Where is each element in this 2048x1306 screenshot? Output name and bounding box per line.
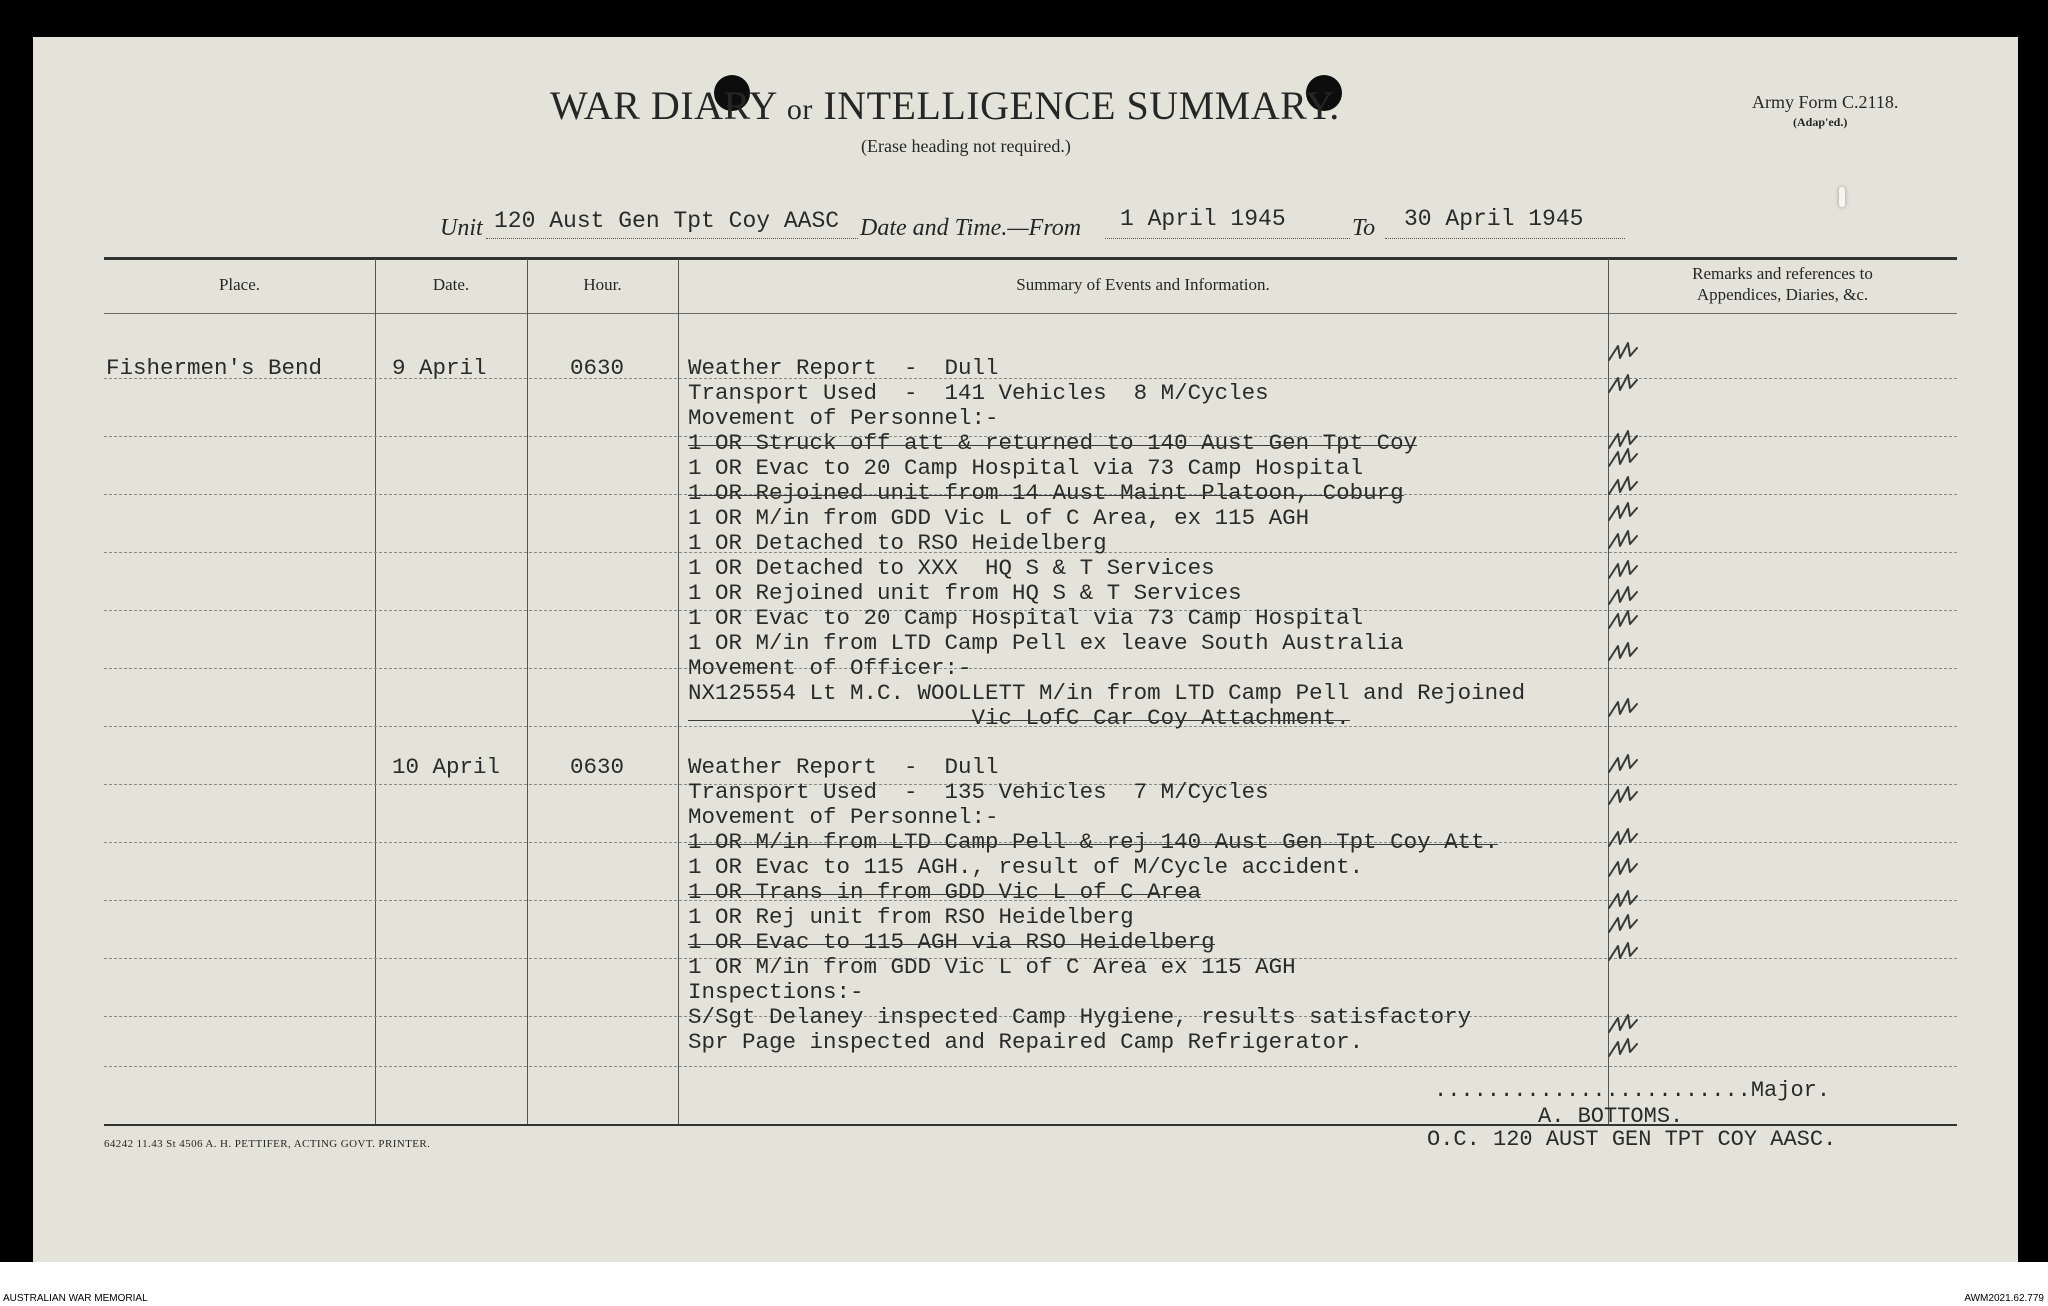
- page-title: [550, 82, 1450, 129]
- check-mark-icon: [1606, 474, 1640, 498]
- summary-line: 1 OR Evac to 115 AGH via RSO Heidelberg: [688, 929, 1215, 955]
- archive-footer: [0, 1262, 2048, 1306]
- check-mark-icon: [1606, 856, 1640, 880]
- check-mark-icon: [1606, 608, 1640, 632]
- column-header-place: Place.: [218, 275, 261, 294]
- title-part2: INTELLIGENCE SUMMARY.: [823, 83, 1340, 128]
- entry-1-hour: 0630: [570, 355, 625, 381]
- summary-line: 1 OR Evac to 115 AGH., result of M/Cycle accident.: [688, 854, 1364, 880]
- check-mark-icon: [1606, 912, 1640, 936]
- check-mark-icon: [1606, 1036, 1640, 1060]
- title-part1: WAR DIARY: [550, 83, 777, 128]
- check-mark-icon: [1606, 500, 1640, 524]
- remarks-header-line1: Remarks and references to: [1692, 264, 1873, 283]
- summary-line: Vic LofC Car Coy Attachment.: [688, 705, 1350, 731]
- summary-line: Movement of Personnel:-: [688, 405, 999, 431]
- summary-line: 1 OR Struck off att & returned to 140 Aust Gen Tpt Coy: [688, 430, 1418, 456]
- date-from-label: Date and Time.—From: [860, 215, 1082, 241]
- summary-line: 1 OR M/in from LTD Camp Pell & rej 140 Aust Gen Tpt Coy Att.: [688, 829, 1499, 855]
- summary-line: 1 OR Detached to XXX HQ S & T Services: [688, 555, 1215, 581]
- check-mark-icon: [1606, 528, 1640, 552]
- summary-line: 1 OR Rejoined unit from 14 Aust Maint Platoon, Coburg: [688, 480, 1404, 506]
- check-mark-icon: [1606, 584, 1640, 608]
- archive-footer-left: AUSTRALIAN WAR MEMORIAL: [3, 1293, 148, 1304]
- check-mark-icon: [1606, 940, 1640, 964]
- check-mark-icon: [1606, 696, 1640, 720]
- column-divider: [375, 259, 376, 1124]
- entry-2-date: 10 April: [392, 754, 501, 780]
- ruled-line: [104, 1066, 1957, 1067]
- summary-line: Transport Used - 135 Vehicles 7 M/Cycles: [688, 779, 1269, 805]
- check-mark-icon: [1606, 784, 1640, 808]
- summary-line: S/Sgt Delaney inspected Camp Hygiene, results satisfactory: [688, 1004, 1472, 1030]
- check-mark-icon: [1606, 640, 1640, 664]
- check-mark-icon: [1606, 888, 1640, 912]
- check-mark-icon: [1606, 340, 1640, 364]
- summary-line: Inspections:-: [688, 979, 864, 1005]
- summary-line: 1 OR Rej unit from RSO Heidelberg: [688, 904, 1134, 930]
- check-mark-icon: [1606, 752, 1640, 776]
- date-to-label: To: [1352, 215, 1376, 241]
- column-divider: [527, 259, 528, 1124]
- header-divider: [104, 313, 1957, 314]
- check-mark-icon: [1606, 446, 1640, 470]
- summary-line: Spr Page inspected and Repaired Camp Refrigerator.: [688, 1029, 1364, 1055]
- summary-line: Movement of Personnel:-: [688, 804, 999, 830]
- check-mark-icon: [1606, 826, 1640, 850]
- column-header-date: Date.: [432, 275, 470, 294]
- unit-label: Unit: [440, 215, 483, 241]
- column-divider: [678, 259, 679, 1124]
- entry-2-hour: 0630: [570, 754, 625, 780]
- unit-underline: [486, 238, 858, 239]
- summary-line: 1 OR Detached to RSO Heidelberg: [688, 530, 1107, 556]
- summary-line: 1 OR Evac to 20 Camp Hospital via 73 Camp Hospital: [688, 605, 1364, 631]
- title-or: or: [786, 93, 813, 126]
- column-header-hour: Hour.: [583, 275, 622, 294]
- ruled-line: [104, 378, 1957, 379]
- summary-line: Transport Used - 141 Vehicles 8 M/Cycles: [688, 380, 1269, 406]
- signature-line: ........................Major.: [1434, 1078, 1831, 1103]
- check-mark-icon: [1606, 558, 1640, 582]
- page-subtitle: (Erase heading not required.): [861, 136, 1071, 156]
- remarks-header-line2: Appendices, Diaries, &c.: [1696, 285, 1869, 304]
- form-adapted-note: (Adap'ed.): [1793, 115, 1848, 129]
- archive-footer-right: AWM2021.62.779: [1964, 1293, 2044, 1304]
- summary-line: Weather Report - Dull: [688, 355, 999, 381]
- summary-line: Movement of Officer:-: [688, 655, 972, 681]
- signature-name: A. BOTTOMS.: [1538, 1104, 1684, 1129]
- summary-line: 1 OR M/in from GDD Vic L of C Area, ex 115 AGH: [688, 505, 1310, 531]
- form-number: Army Form C.2118.: [1752, 92, 1899, 112]
- staple-mark: [1839, 187, 1845, 207]
- date-from-value: 1 April 1945: [1120, 206, 1286, 232]
- check-mark-icon: [1606, 372, 1640, 396]
- column-header-remarks: [1608, 263, 1957, 305]
- date-from-underline: [1105, 238, 1350, 239]
- entry-1-date: 9 April: [392, 355, 487, 381]
- entry-1-place: Fishermen's Bend: [106, 355, 323, 381]
- unit-value: 120 Aust Gen Tpt Coy AASC: [494, 208, 840, 234]
- date-to-underline: [1385, 238, 1625, 239]
- column-header-summary: Summary of Events and Information.: [1016, 275, 1270, 294]
- summary-line: 1 OR Rejoined unit from HQ S & T Services: [688, 580, 1242, 606]
- ruled-line: [104, 668, 1957, 669]
- date-to-value: 30 April 1945: [1404, 206, 1584, 232]
- printer-imprint: 64242 11.43 St 4506 A. H. PETTIFER, ACTING GOVT. PRINTER.: [104, 1138, 431, 1150]
- summary-line: Weather Report - Dull: [688, 754, 999, 780]
- summary-line: NX125554 Lt M.C. WOOLLETT M/in from LTD Camp Pell and Rejoined: [688, 680, 1526, 706]
- signature-role: O.C. 120 AUST GEN TPT COY AASC.: [1427, 1127, 1837, 1152]
- table-top-rule: [104, 257, 1957, 260]
- summary-line: 1 OR M/in from GDD Vic L of C Area ex 115 AGH: [688, 954, 1296, 980]
- summary-line: 1 OR Trans in from GDD Vic L of C Area: [688, 879, 1202, 905]
- summary-line: 1 OR Evac to 20 Camp Hospital via 73 Camp Hospital: [688, 455, 1364, 481]
- check-mark-icon: [1606, 1012, 1640, 1036]
- summary-line: 1 OR M/in from LTD Camp Pell ex leave South Australia: [688, 630, 1404, 656]
